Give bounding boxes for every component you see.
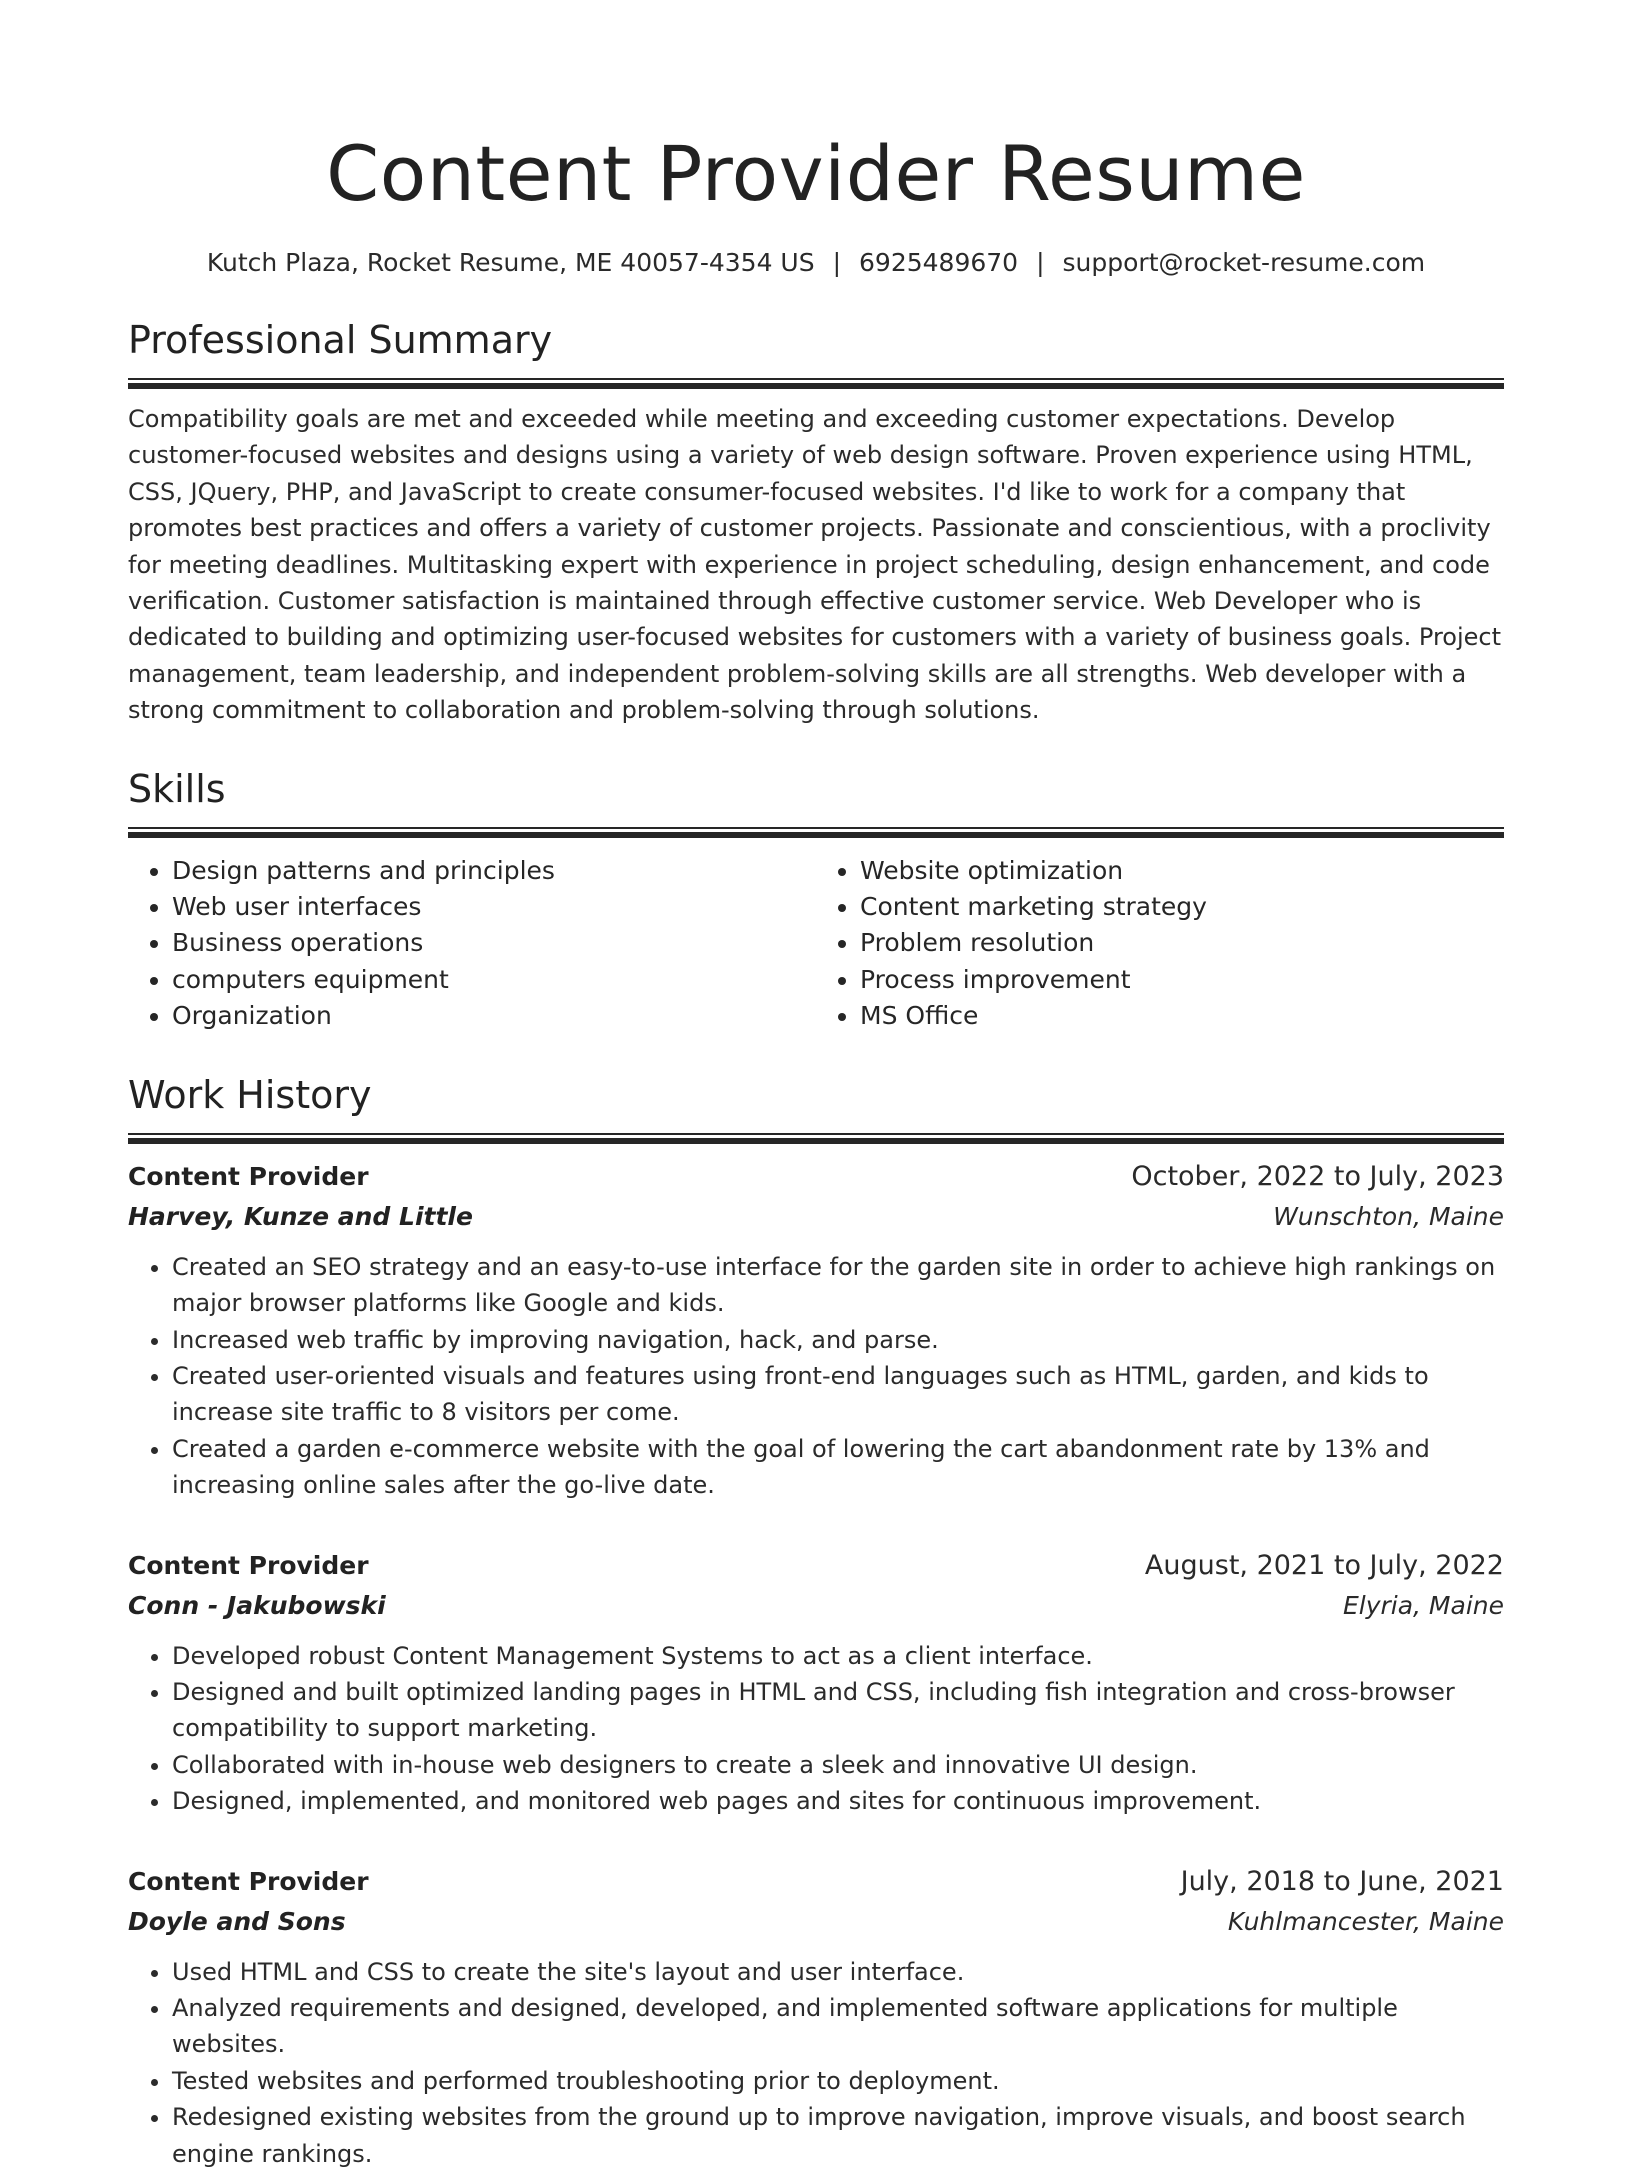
- contact-separator: |: [1036, 248, 1045, 277]
- job-bullet: • Increased web traffic by improving navigation, hack, and parse.: [172, 1322, 1504, 1358]
- job-entry: [128, 1157, 1504, 1504]
- job-bullet: • Created a garden e-commerce website with the goal of lowering the cart abandonment rate by 13% and increasing online sales after the go-live date.: [172, 1431, 1504, 1504]
- work-heading: Work History: [128, 1072, 372, 1117]
- job-bullet: • Designed and built optimized landing pages in HTML and CSS, including fish integration and cross-browser compatibility to support marketing.: [172, 1674, 1504, 1747]
- skills-list-right: [816, 853, 1504, 1035]
- skills-columns: [128, 853, 1504, 1035]
- section-divider: [128, 827, 1504, 837]
- job-bullets: [128, 1954, 1504, 2172]
- job-bullet: • Redesigned existing websites from the ground up to improve navigation, improve visuals, and boost search engine rankings.: [172, 2099, 1504, 2172]
- contact-separator: |: [832, 248, 842, 277]
- skill-item: • Problem resolution: [860, 925, 1504, 961]
- job-title: Content Provider: [128, 1161, 369, 1191]
- job-bullets: [128, 1638, 1504, 1820]
- section-divider: [128, 378, 1504, 388]
- job-company: Doyle and Sons: [128, 1906, 346, 1936]
- job-bullet: • Designed, implemented, and monitored web pages and sites for continuous improvement.: [172, 1783, 1504, 1819]
- job-entry: [128, 1862, 1504, 2172]
- job-company: Harvey, Kunze and Little: [128, 1201, 473, 1231]
- section-divider: [128, 1133, 1504, 1143]
- job-dates: August, 2021 to July, 2022: [1144, 1549, 1504, 1581]
- skills-list-left: [128, 853, 816, 1035]
- skill-item: • Organization: [172, 998, 816, 1034]
- contact-phone: 6925489670: [859, 248, 1019, 277]
- skill-item: • Content marketing strategy: [860, 889, 1504, 925]
- skill-item: • MS Office: [860, 998, 1504, 1034]
- contact-email: support@rocket-resume.com: [1062, 248, 1426, 277]
- job-bullet: • Tested websites and performed troubleshooting prior to deployment.: [172, 2063, 1504, 2099]
- job-dates: October, 2022 to July, 2023: [1131, 1160, 1504, 1192]
- job-location: Elyria, Maine: [1342, 1590, 1504, 1620]
- skill-item: • Website optimization: [860, 853, 1504, 889]
- skill-item: • computers equipment: [172, 962, 816, 998]
- job-bullet: • Used HTML and CSS to create the site's layout and user interface.: [172, 1954, 1504, 1990]
- summary-heading: Professional Summary: [128, 318, 553, 362]
- skill-item: • Web user interfaces: [172, 889, 816, 925]
- contact-address: Kutch Plaza, Rocket Resume, ME 40057-4354 US: [206, 248, 815, 277]
- job-bullet: • Created an SEO strategy and an easy-to-use interface for the garden site in order to achieve high rankings on major browser platforms like Google and kids.: [172, 1249, 1504, 1322]
- skills-section: [128, 765, 1504, 1035]
- resume-title: Content Provider Resume: [326, 129, 1306, 218]
- summary-text: Compatibility goals are met and exceeded while meeting and exceeding customer expectations. Develop customer-focused websites and designs using a variety of web design software. Proven experience using HTML, CSS, JQuery, PHP, and JavaScript to create consumer-focused websites. I'd like to work for a company that promotes best practices and offers a variety of customer projects. Passionate and conscientious, with a proclivity for meeting deadlines. Multitasking expert with experience in project scheduling, design enhancement, and code verification. Customer satisfaction is maintained through effective customer service. Web Developer who is dedicated to building and optimizing user-focused websites for customers with a variety of business goals. Project management, team leadership, and independent problem-solving skills are all strengths. Web developer with a strong commitment to collaboration and problem-solving through solutions.: [128, 405, 1502, 725]
- job-bullet: • Created user-oriented visuals and features using front-end languages such as HTML, garden, and kids to increase site traffic to 8 visitors per come.: [172, 1358, 1504, 1431]
- skills-heading: Skills: [128, 766, 226, 811]
- job-bullet: • Collaborated with in-house web designers to create a sleek and innovative UI design.: [172, 1747, 1504, 1783]
- job-company: Conn - Jakubowski: [128, 1590, 386, 1620]
- skill-item: • Design patterns and principles: [172, 853, 816, 889]
- work-section: [128, 1071, 1504, 2172]
- summary-section: [128, 316, 1504, 729]
- job-bullet: • Developed robust Content Management Systems to act as a client interface.: [172, 1638, 1504, 1674]
- skill-item: • Process improvement: [860, 962, 1504, 998]
- contact-line: [128, 246, 1504, 280]
- job-location: Wunschton, Maine: [1273, 1201, 1504, 1231]
- job-title: Content Provider: [128, 1866, 369, 1896]
- job-title: Content Provider: [128, 1550, 369, 1580]
- job-location: Kuhlmancester, Maine: [1227, 1906, 1504, 1936]
- job-dates: July, 2018 to June, 2021: [1180, 1865, 1504, 1897]
- job-entry: [128, 1546, 1504, 1820]
- job-bullets: [128, 1249, 1504, 1504]
- job-bullet: • Analyzed requirements and designed, developed, and implemented software applications for multiple websites.: [172, 1990, 1504, 2063]
- skill-item: • Business operations: [172, 925, 816, 961]
